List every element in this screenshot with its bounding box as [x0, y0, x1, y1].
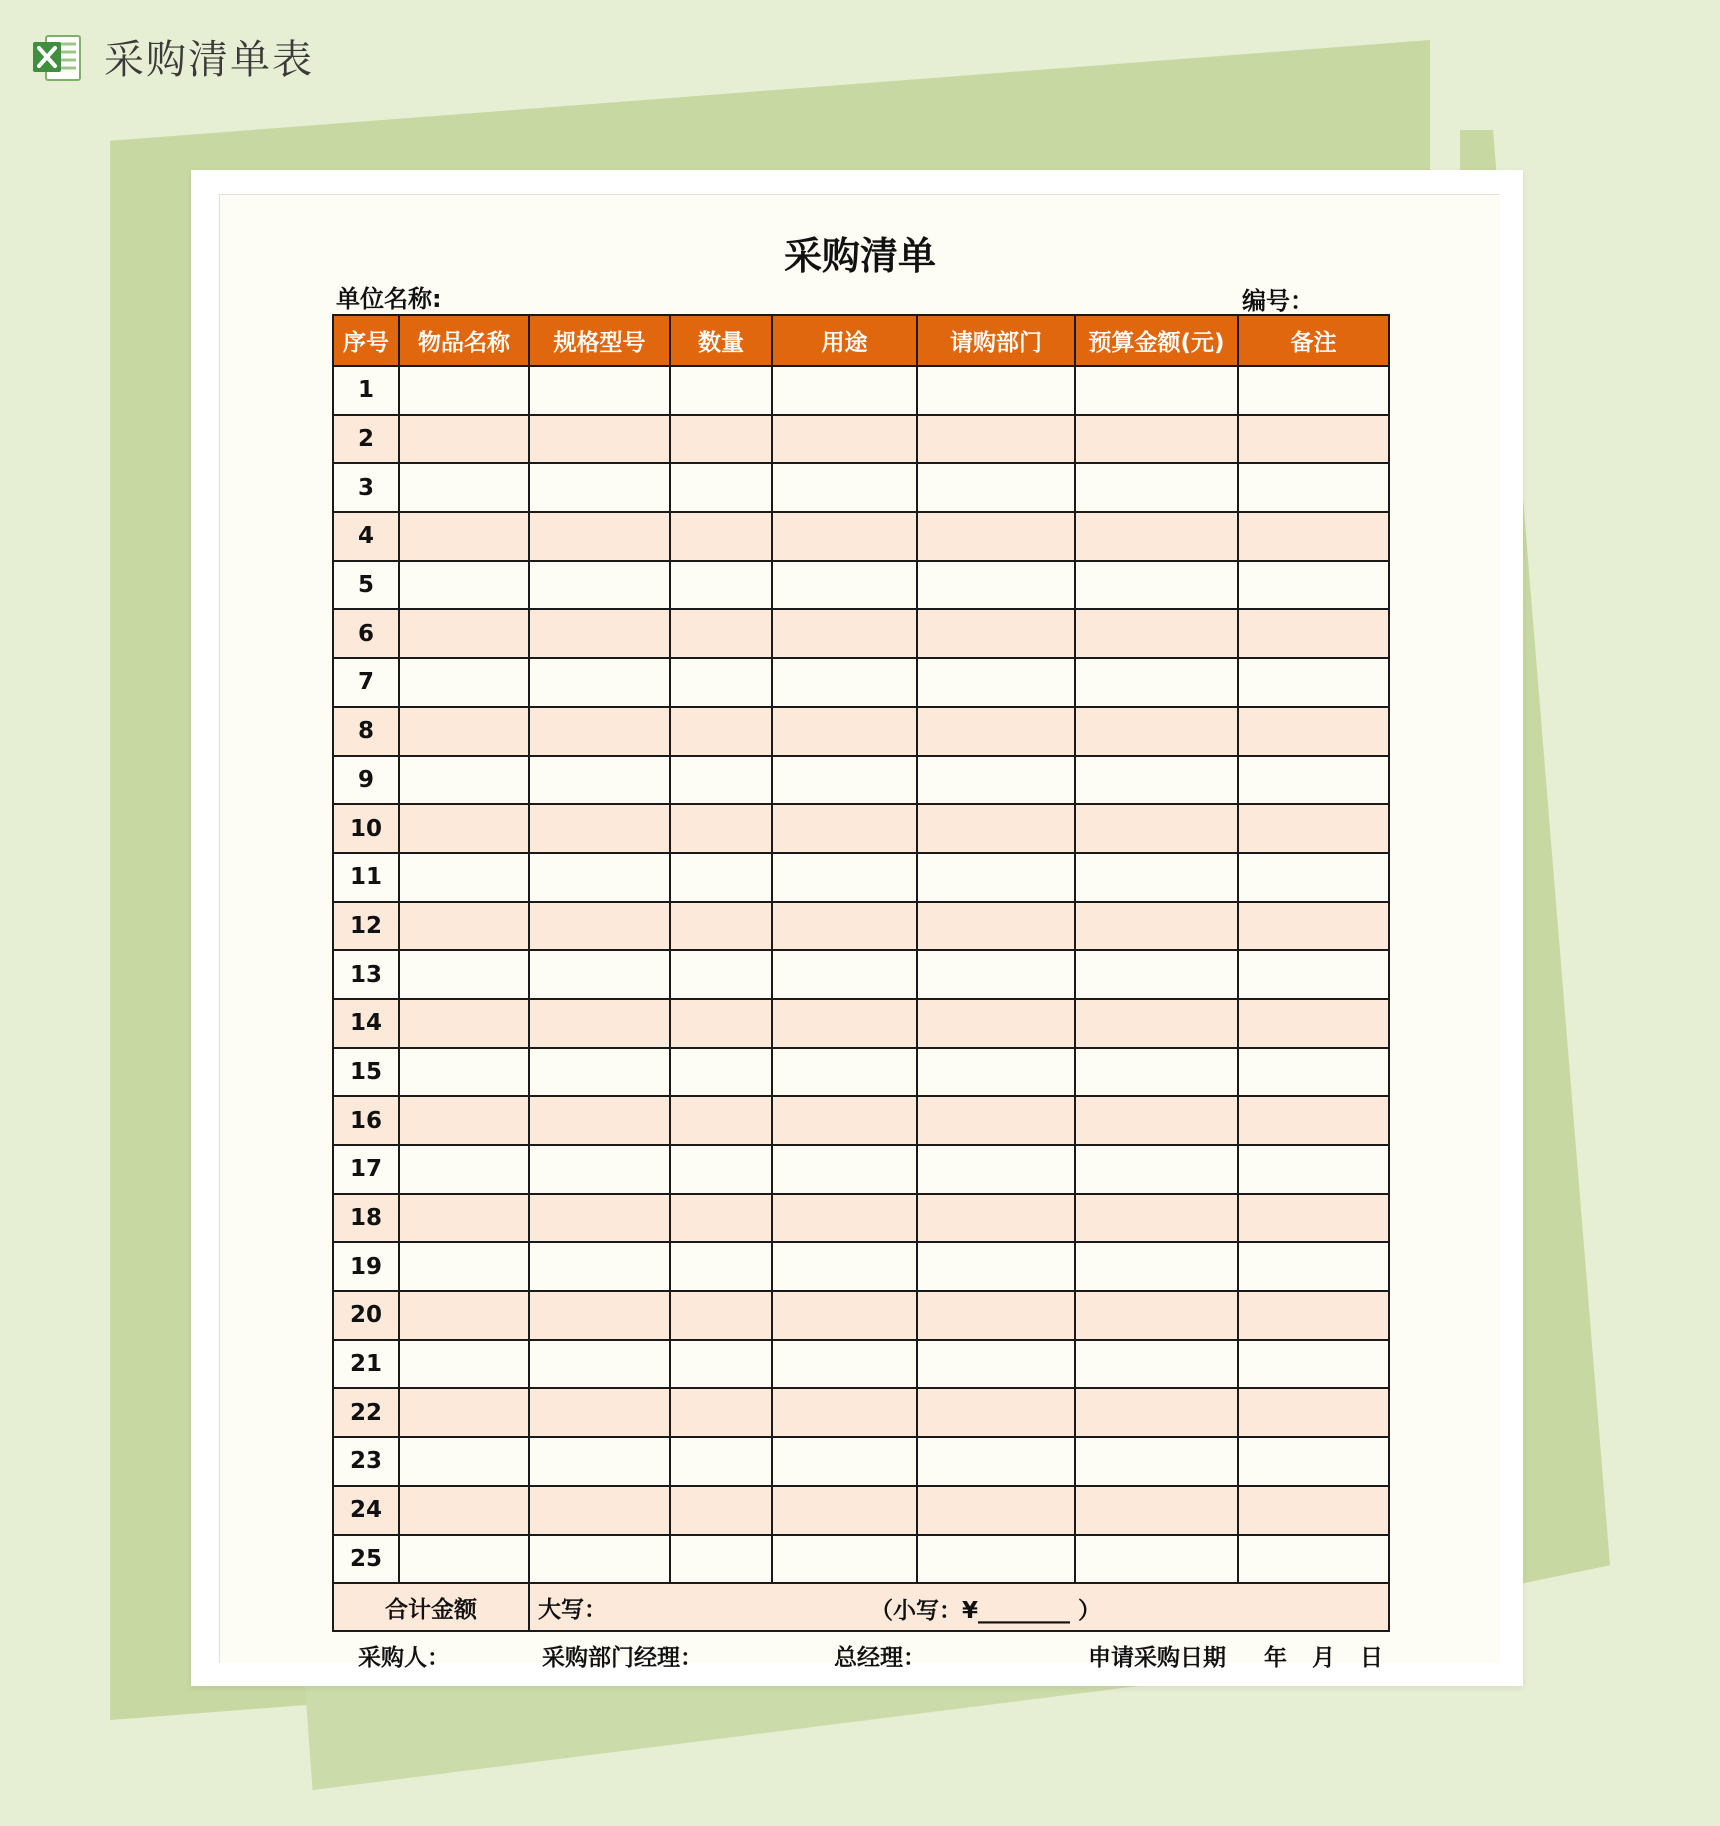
row-index: 12 [333, 902, 399, 951]
cell-remarks[interactable] [1238, 999, 1389, 1048]
cell-quantity[interactable] [670, 1535, 772, 1584]
cell-item-name[interactable] [399, 1486, 529, 1535]
cell-quantity[interactable] [670, 1096, 772, 1145]
cell-department[interactable] [917, 999, 1075, 1048]
cell-item-name[interactable] [399, 609, 529, 658]
cell-remarks[interactable] [1238, 609, 1389, 658]
cell-purpose[interactable] [772, 1194, 917, 1243]
cell-quantity[interactable] [670, 658, 772, 707]
cell-remarks[interactable] [1238, 1486, 1389, 1535]
cell-spec[interactable] [529, 658, 670, 707]
cell-budget[interactable] [1075, 756, 1238, 805]
general-manager-label: 总经理： [834, 1645, 926, 1671]
row-index: 1 [333, 366, 399, 415]
cell-item-name[interactable] [399, 1145, 529, 1194]
cell-purpose[interactable] [772, 463, 917, 512]
cell-quantity[interactable] [670, 707, 772, 756]
header-budget: 预算金额(元) [1075, 315, 1238, 366]
cell-quantity[interactable] [670, 512, 772, 561]
row-index: 18 [333, 1194, 399, 1243]
cell-remarks[interactable] [1238, 1437, 1389, 1486]
cell-purpose[interactable] [772, 1048, 917, 1097]
cell-spec[interactable] [529, 1291, 670, 1340]
row-index: 13 [333, 950, 399, 999]
cell-item-name[interactable] [399, 1291, 529, 1340]
cell-item-name[interactable] [399, 756, 529, 805]
header-index: 序号 [333, 315, 399, 366]
cell-quantity[interactable] [670, 902, 772, 951]
table-row [333, 658, 1389, 707]
table-row [333, 1291, 1389, 1340]
number-label: 编号： [1242, 287, 1314, 315]
cell-quantity[interactable] [670, 1145, 772, 1194]
cell-quantity[interactable] [670, 1048, 772, 1097]
cell-quantity[interactable] [670, 1340, 772, 1389]
cell-budget[interactable] [1075, 804, 1238, 853]
cell-spec[interactable] [529, 902, 670, 951]
cell-purpose[interactable] [772, 1291, 917, 1340]
request-date-label: 申请采购日期 [1088, 1645, 1226, 1671]
cell-spec[interactable] [529, 1388, 670, 1437]
cell-item-name[interactable] [399, 415, 529, 464]
cell-quantity[interactable] [670, 1242, 772, 1291]
cell-budget[interactable] [1075, 1145, 1238, 1194]
cell-purpose[interactable] [772, 512, 917, 561]
cell-department[interactable] [917, 1340, 1075, 1389]
cell-quantity[interactable] [670, 950, 772, 999]
total-amount-cell[interactable] [529, 1583, 1389, 1631]
cell-department[interactable] [917, 902, 1075, 951]
cell-remarks[interactable] [1238, 707, 1389, 756]
cell-item-name[interactable] [399, 1048, 529, 1097]
cell-spec[interactable] [529, 1486, 670, 1535]
cell-purpose[interactable] [772, 707, 917, 756]
cell-budget[interactable] [1075, 366, 1238, 415]
table-row [333, 609, 1389, 658]
total-label: 合计金额 [333, 1583, 529, 1631]
cell-remarks[interactable] [1238, 561, 1389, 610]
cell-remarks[interactable] [1238, 1145, 1389, 1194]
table-row [333, 561, 1389, 610]
row-index: 4 [333, 512, 399, 561]
cell-spec[interactable] [529, 1048, 670, 1097]
header-department: 请购部门 [917, 315, 1075, 366]
row-index: 20 [333, 1291, 399, 1340]
cell-item-name[interactable] [399, 853, 529, 902]
table-row [333, 1388, 1389, 1437]
table-row [333, 512, 1389, 561]
cell-quantity[interactable] [670, 1388, 772, 1437]
cell-budget[interactable] [1075, 950, 1238, 999]
cell-department[interactable] [917, 1194, 1075, 1243]
purchase-table [332, 314, 1390, 1632]
cell-purpose[interactable] [772, 561, 917, 610]
table-row [333, 902, 1389, 951]
header-row [333, 315, 1389, 366]
day-label: 日 [1360, 1645, 1383, 1671]
cell-spec[interactable] [529, 756, 670, 805]
cell-item-name[interactable] [399, 658, 529, 707]
cell-spec[interactable] [529, 415, 670, 464]
cell-department[interactable] [917, 756, 1075, 805]
table-row [333, 1437, 1389, 1486]
cell-department[interactable] [917, 1145, 1075, 1194]
cell-item-name[interactable] [399, 1437, 529, 1486]
cell-quantity[interactable] [670, 561, 772, 610]
table-row [333, 1048, 1389, 1097]
cell-remarks[interactable] [1238, 1194, 1389, 1243]
cell-item-name[interactable] [399, 1194, 529, 1243]
cell-quantity[interactable] [670, 1194, 772, 1243]
cell-item-name[interactable] [399, 950, 529, 999]
cell-remarks[interactable] [1238, 415, 1389, 464]
cell-department[interactable] [917, 366, 1075, 415]
cell-department[interactable] [917, 707, 1075, 756]
cell-budget[interactable] [1075, 1242, 1238, 1291]
cell-department[interactable] [917, 415, 1075, 464]
cell-item-name[interactable] [399, 1242, 529, 1291]
header-item-name: 物品名称 [399, 315, 529, 366]
cell-budget[interactable] [1075, 1535, 1238, 1584]
document-paper [191, 170, 1523, 1686]
cell-remarks[interactable] [1238, 1535, 1389, 1584]
cell-purpose[interactable] [772, 1145, 917, 1194]
cell-remarks[interactable] [1238, 512, 1389, 561]
cell-quantity[interactable] [670, 1437, 772, 1486]
dept-manager-label: 采购部门经理： [542, 1645, 703, 1671]
cell-budget[interactable] [1075, 1048, 1238, 1097]
excel-icon [30, 30, 84, 84]
cell-purpose[interactable] [772, 853, 917, 902]
cell-budget[interactable] [1075, 463, 1238, 512]
table-row [333, 999, 1389, 1048]
row-index: 24 [333, 1486, 399, 1535]
cell-purpose[interactable] [772, 950, 917, 999]
row-index: 8 [333, 707, 399, 756]
buyer-label: 采购人： [358, 1645, 450, 1671]
table-row [333, 1145, 1389, 1194]
table-row [333, 950, 1389, 999]
cell-quantity[interactable] [670, 853, 772, 902]
row-index: 3 [333, 463, 399, 512]
cell-remarks[interactable] [1238, 902, 1389, 951]
spreadsheet [219, 194, 1500, 1671]
cell-quantity[interactable] [670, 1486, 772, 1535]
cell-purpose[interactable] [772, 1486, 917, 1535]
header-remarks: 备注 [1238, 315, 1389, 366]
cell-department[interactable] [917, 1048, 1075, 1097]
row-index: 16 [333, 1096, 399, 1145]
cell-department[interactable] [917, 561, 1075, 610]
table-row [333, 1486, 1389, 1535]
month-label: 月 [1312, 1645, 1335, 1671]
row-index: 25 [333, 1535, 399, 1584]
cell-budget[interactable] [1075, 707, 1238, 756]
cell-budget[interactable] [1075, 1340, 1238, 1389]
row-index: 2 [333, 415, 399, 464]
table-row [333, 804, 1389, 853]
cell-item-name[interactable] [399, 707, 529, 756]
cell-spec[interactable] [529, 1096, 670, 1145]
cell-department[interactable] [917, 512, 1075, 561]
cell-item-name[interactable] [399, 463, 529, 512]
cell-remarks[interactable] [1238, 756, 1389, 805]
header-purpose: 用途 [772, 315, 917, 366]
row-index: 5 [333, 561, 399, 610]
cell-spec[interactable] [529, 1145, 670, 1194]
cell-purpose[interactable] [772, 1437, 917, 1486]
cell-spec[interactable] [529, 366, 670, 415]
cell-item-name[interactable] [399, 1535, 529, 1584]
cell-spec[interactable] [529, 561, 670, 610]
row-index: 21 [333, 1340, 399, 1389]
capital-amount-label: 大写： [538, 1596, 607, 1623]
cell-item-name[interactable] [399, 804, 529, 853]
row-index: 14 [333, 999, 399, 1048]
cell-budget[interactable] [1075, 415, 1238, 464]
cell-department[interactable] [917, 1388, 1075, 1437]
cell-purpose[interactable] [772, 1388, 917, 1437]
cell-budget[interactable] [1075, 561, 1238, 610]
cell-remarks[interactable] [1238, 463, 1389, 512]
table-row [333, 1096, 1389, 1145]
table-row [333, 1194, 1389, 1243]
small-amount-label: （小写：¥________ ） [870, 1598, 1102, 1625]
cell-spec[interactable] [529, 1242, 670, 1291]
cell-department[interactable] [917, 1242, 1075, 1291]
cell-department[interactable] [917, 853, 1075, 902]
document-title: 采购清单 [783, 234, 936, 278]
cell-purpose[interactable] [772, 1340, 917, 1389]
header-quantity: 数量 [670, 315, 772, 366]
cell-quantity[interactable] [670, 366, 772, 415]
cell-item-name[interactable] [399, 999, 529, 1048]
table-row [333, 1535, 1389, 1584]
row-index: 23 [333, 1437, 399, 1486]
cell-spec[interactable] [529, 463, 670, 512]
cell-purpose[interactable] [772, 756, 917, 805]
cell-spec[interactable] [529, 804, 670, 853]
cell-quantity[interactable] [670, 463, 772, 512]
cell-spec[interactable] [529, 512, 670, 561]
cell-spec[interactable] [529, 950, 670, 999]
cell-department[interactable] [917, 463, 1075, 512]
cell-quantity[interactable] [670, 999, 772, 1048]
cell-department[interactable] [917, 1486, 1075, 1535]
cell-item-name[interactable] [399, 512, 529, 561]
cell-spec[interactable] [529, 1437, 670, 1486]
cell-budget[interactable] [1075, 1437, 1238, 1486]
cell-remarks[interactable] [1238, 1048, 1389, 1097]
cell-spec[interactable] [529, 609, 670, 658]
unit-name-label: 单位名称: [336, 285, 442, 313]
row-index: 10 [333, 804, 399, 853]
cell-quantity[interactable] [670, 1291, 772, 1340]
cell-quantity[interactable] [670, 756, 772, 805]
row-index: 22 [333, 1388, 399, 1437]
cell-item-name[interactable] [399, 1388, 529, 1437]
cell-remarks[interactable] [1238, 1291, 1389, 1340]
cell-budget[interactable] [1075, 1096, 1238, 1145]
table-row [333, 1340, 1389, 1389]
cell-budget[interactable] [1075, 512, 1238, 561]
year-label: 年 [1264, 1645, 1287, 1671]
cell-remarks[interactable] [1238, 804, 1389, 853]
cell-purpose[interactable] [772, 902, 917, 951]
cell-spec[interactable] [529, 999, 670, 1048]
cell-item-name[interactable] [399, 561, 529, 610]
cell-budget[interactable] [1075, 902, 1238, 951]
cell-purpose[interactable] [772, 366, 917, 415]
cell-remarks[interactable] [1238, 658, 1389, 707]
cell-item-name[interactable] [399, 366, 529, 415]
cell-quantity[interactable] [670, 804, 772, 853]
cell-budget[interactable] [1075, 658, 1238, 707]
row-index: 15 [333, 1048, 399, 1097]
cell-remarks[interactable] [1238, 950, 1389, 999]
cell-quantity[interactable] [670, 415, 772, 464]
cell-budget[interactable] [1075, 999, 1238, 1048]
cell-remarks[interactable] [1238, 853, 1389, 902]
cell-budget[interactable] [1075, 853, 1238, 902]
cell-purpose[interactable] [772, 999, 917, 1048]
table-row [333, 853, 1389, 902]
table-row [333, 1242, 1389, 1291]
cell-item-name[interactable] [399, 1096, 529, 1145]
cell-spec[interactable] [529, 707, 670, 756]
cell-remarks[interactable] [1238, 1388, 1389, 1437]
row-index: 11 [333, 853, 399, 902]
cell-purpose[interactable] [772, 1096, 917, 1145]
cell-spec[interactable] [529, 1340, 670, 1389]
cell-remarks[interactable] [1238, 366, 1389, 415]
row-index: 7 [333, 658, 399, 707]
cell-department[interactable] [917, 1535, 1075, 1584]
cell-purpose[interactable] [772, 1242, 917, 1291]
table-row [333, 415, 1389, 464]
row-index: 17 [333, 1145, 399, 1194]
table-row [333, 463, 1389, 512]
row-index: 9 [333, 756, 399, 805]
cell-spec[interactable] [529, 853, 670, 902]
cell-spec[interactable] [529, 1194, 670, 1243]
total-row [333, 1583, 1389, 1631]
row-index: 19 [333, 1242, 399, 1291]
header-spec: 规格型号 [529, 315, 670, 366]
cell-purpose[interactable] [772, 1535, 917, 1584]
cell-department[interactable] [917, 804, 1075, 853]
cell-item-name[interactable] [399, 902, 529, 951]
cell-budget[interactable] [1075, 1388, 1238, 1437]
cell-purpose[interactable] [772, 804, 917, 853]
cell-remarks[interactable] [1238, 1340, 1389, 1389]
table-row [333, 756, 1389, 805]
cell-department[interactable] [917, 658, 1075, 707]
app-title: 采购清单表 [104, 37, 314, 83]
row-index: 6 [333, 609, 399, 658]
cell-quantity[interactable] [670, 609, 772, 658]
table-row [333, 707, 1389, 756]
cell-department[interactable] [917, 1096, 1075, 1145]
cell-spec[interactable] [529, 1535, 670, 1584]
cell-remarks[interactable] [1238, 1096, 1389, 1145]
cell-purpose[interactable] [772, 609, 917, 658]
cell-department[interactable] [917, 1437, 1075, 1486]
table-row [333, 366, 1389, 415]
cell-purpose[interactable] [772, 415, 917, 464]
cell-item-name[interactable] [399, 1340, 529, 1389]
cell-budget[interactable] [1075, 1194, 1238, 1243]
cell-purpose[interactable] [772, 658, 917, 707]
cell-department[interactable] [917, 1291, 1075, 1340]
app-header [30, 28, 314, 85]
cell-budget[interactable] [1075, 609, 1238, 658]
cell-budget[interactable] [1075, 1291, 1238, 1340]
cell-remarks[interactable] [1238, 1242, 1389, 1291]
cell-budget[interactable] [1075, 1486, 1238, 1535]
cell-department[interactable] [917, 609, 1075, 658]
cell-department[interactable] [917, 950, 1075, 999]
